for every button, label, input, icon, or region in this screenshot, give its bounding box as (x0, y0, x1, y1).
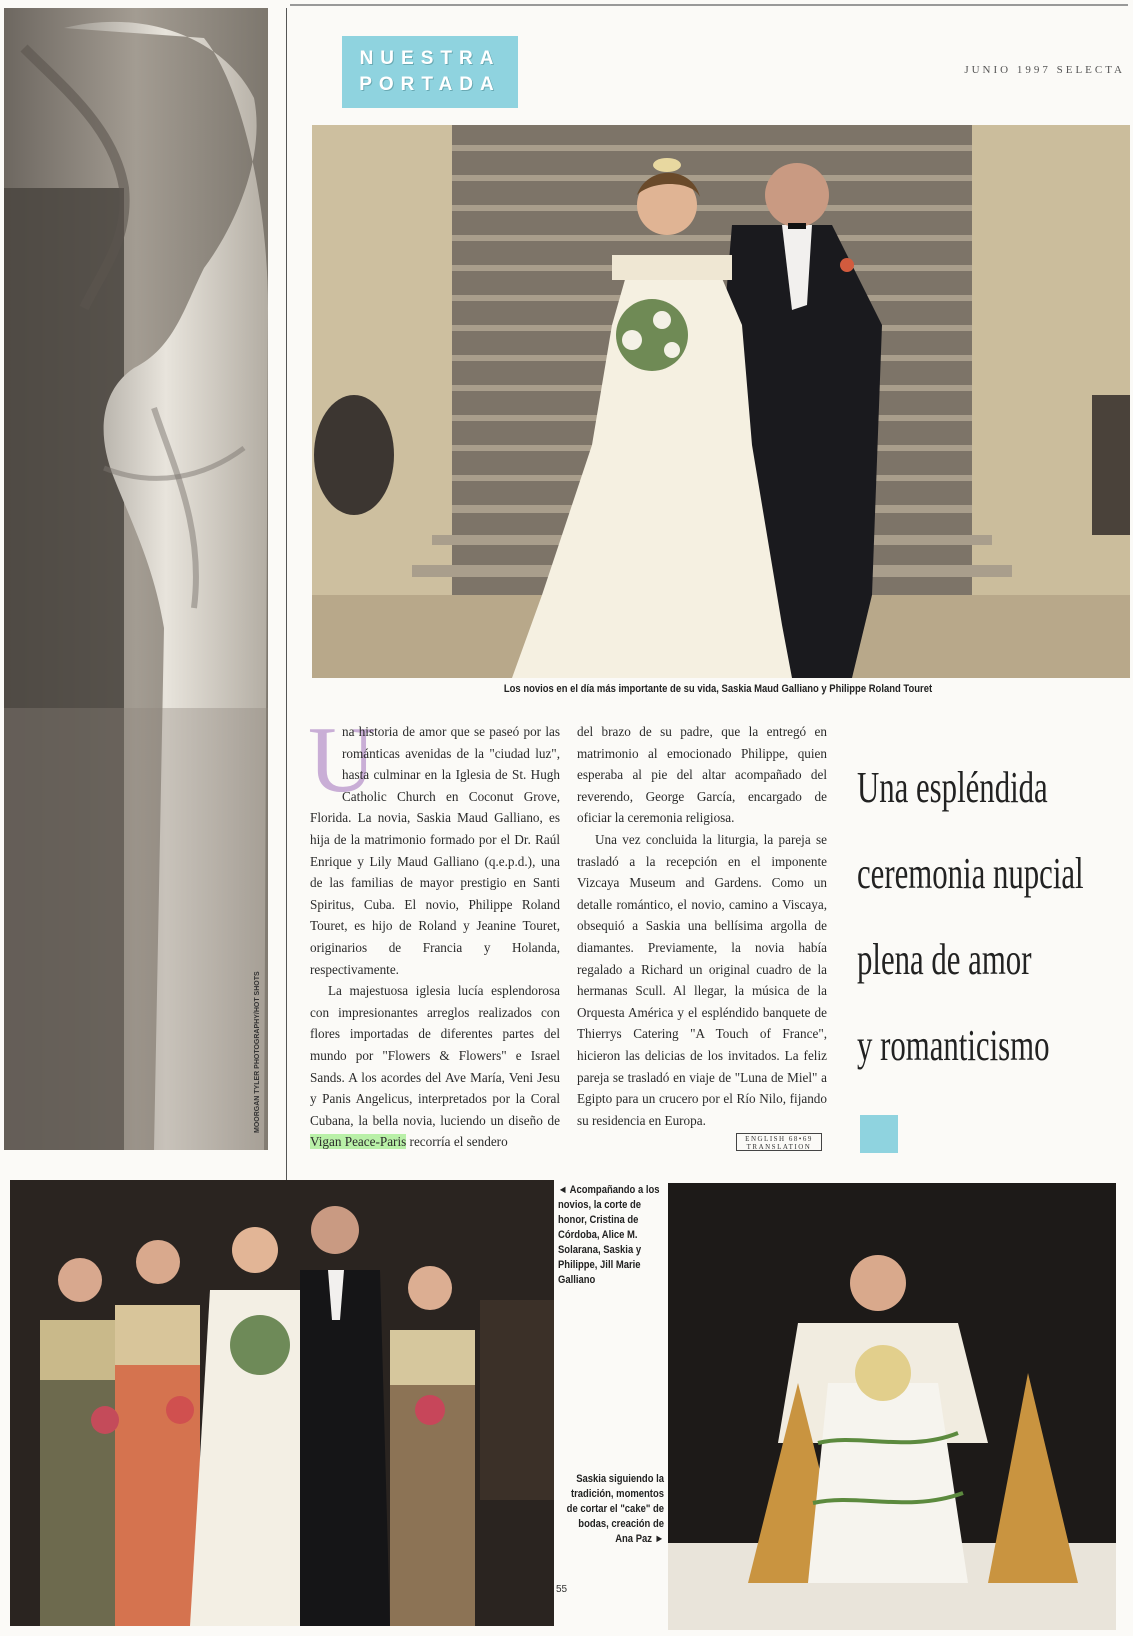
photo-credit: MOORGAN TYLER PHOTOGRAPHY/HOT SHOTS (254, 971, 261, 1133)
decorative-square (860, 1115, 898, 1153)
section-tag-line2: PORTADA (359, 74, 501, 95)
main-wedding-photo (312, 125, 1130, 678)
headline-line4: y romanticismo (857, 1021, 1050, 1070)
article-paragraph-1: na historia de amor que se paseó por las románticas avenidas de la "ciudad luz", hasta culminar en la Iglesia de St. Hugh Catholic Church en Coconut Grove, Florida. La novia, Saskia Maud Galliano, es hija de la matrimonio formado por el Dr. Raúl Enrique y Lily Maud Galliano (q.e.p.d.), una de las familias de mayor prestigio en Santi Spiritus, Cuba. El novio, Philippe Roland Touret, es hijo de Roland y Jeanine Touret, originarios de Francia y Holanda, respectivamente. (310, 724, 560, 977)
column-rule (286, 8, 287, 1180)
article-paragraph-2 (310, 980, 560, 1153)
paragraph-2-text: La majestuosa iglesia lucía esplendorosa con impresionantes arreglos realizados con flores importadas de diferentes partes del mundo por "Flowers & Flowers" e Israel Sands. A los acordes del Ave María, Veni Jesu y Panis Angelicus, interpretados por la Coral Cubana, la bella novia, luciendo un diseño de (310, 983, 560, 1128)
translation-line2: TRANSLATION (746, 1143, 812, 1151)
paragraph-2-end: recorría el sendero (406, 1134, 508, 1150)
page-number: 55 (556, 1584, 568, 1595)
main-photo-caption: Los novios en el día más importante de su vida, Saskia Maud Galliano y Philippe Roland Touret (503, 683, 933, 695)
headline-line3: plena de amor (857, 935, 1032, 984)
translation-line1: ENGLISH 68•69 (745, 1135, 813, 1143)
cake-photo-caption: Saskia siguiendo la tradición, momentos de cortar el "cake" de bodas, creación de Ana Paz ► (566, 1473, 664, 1545)
top-rule (290, 4, 1128, 6)
article-paragraph-4: Una vez concluida la liturgia, la pareja se trasladó a la recepción en el imponente Vizcaya Museum and Gardens. Como un detalle romántico, el novio, camino a Viscaya, obsequió a Saskia una bellísima argolla de diamantes. Previamente, la novia había regalado a Richard un original cuadro de la hermanas Scull. Al llegar, la música de la Orquesta América y el espléndido banquete de Thierrys Catering "A Touch of France", hicieron las delicias de los invitados. La feliz pareja se trasladó en viaje de "Luna de Miel" a Egipto para un crucero por el Río Nilo, fijando su residencia en Europa. (577, 831, 827, 1128)
headline-line1: Una espléndida (857, 763, 1048, 812)
article-paragraph-3: del brazo de su padre, que la entregó en matrimonio al emocionado Philippe, quien esperaba al pie del altar acompañado del reverendo, George García, encargado de oficiar la ceremonia religiosa. (577, 724, 827, 826)
drop-cap: U (308, 708, 376, 812)
cake-photo (668, 1183, 1116, 1630)
statue-photo (4, 8, 268, 1150)
article-column-2 (577, 721, 827, 1161)
designer-highlight: Vigan Peace-Paris (310, 1134, 407, 1150)
headline (857, 745, 1123, 1089)
issue-label: JUNIO 1997 SELECTA (964, 64, 1125, 76)
court-photo-caption: ◄ Acompañando a los novios, la corte de honor, Cristina de Córdoba, Alice M. Solarana, Saskia y Philippe, Jill Marie Galliano (558, 1184, 660, 1286)
section-tag-line1: NUESTRA (359, 48, 501, 69)
translation-box (736, 1133, 822, 1151)
article-column-1 (308, 708, 560, 1161)
section-tag (342, 36, 518, 108)
court-of-honor-photo (10, 1180, 554, 1626)
headline-line2: ceremonia nupcial (857, 849, 1084, 898)
